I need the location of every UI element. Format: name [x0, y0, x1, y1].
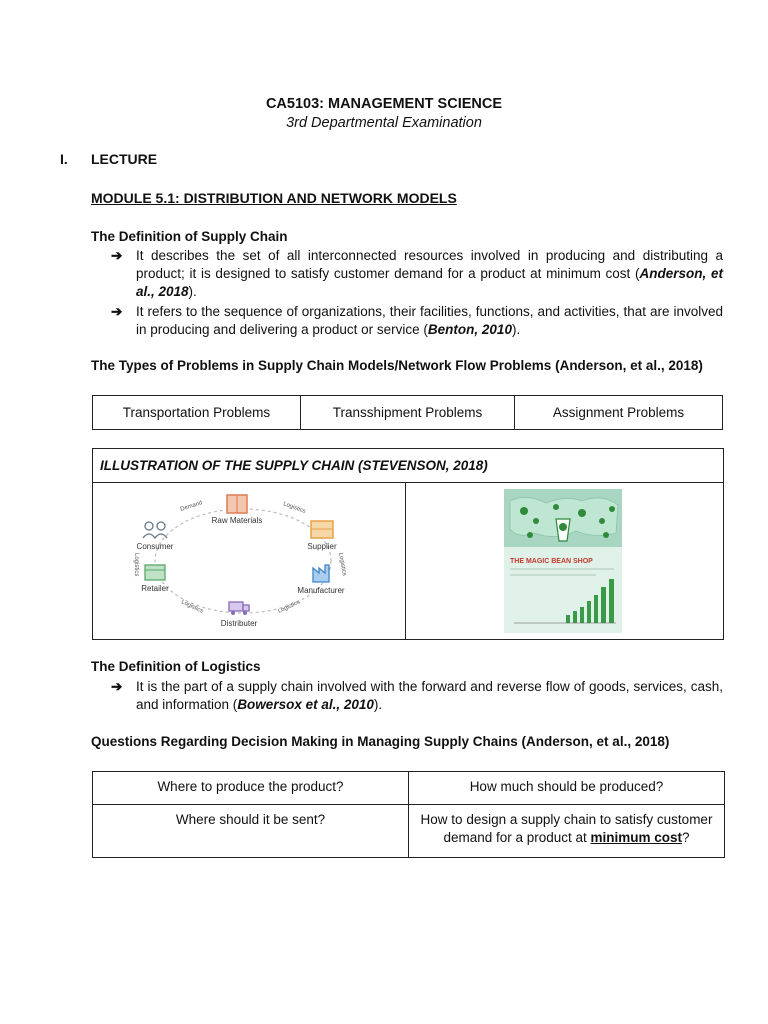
problem-type-cell: Transportation Problems: [93, 396, 301, 430]
problem-types-heading: The Types of Problems in Supply Chain Models/Network Flow Problems (Anderson, et al., 2018): [91, 358, 703, 373]
module-title: MODULE 5.1: DISTRIBUTION AND NETWORK MODELS: [91, 190, 457, 206]
node-label: Manufacturer: [297, 586, 345, 595]
edge-label: Demand: [179, 500, 204, 513]
section-number: I.: [60, 151, 68, 167]
supply-chain-cycle-diagram: [93, 483, 406, 639]
logistics-heading: The Definition of Logistics: [91, 659, 261, 674]
questions-heading: Questions Regarding Decision Making in Managing Supply Chains (Anderson, et al., 2018): [91, 734, 670, 749]
arrow-icon: ➔: [111, 679, 123, 694]
supply-chain-bullet-1: [111, 247, 723, 301]
store-icon: [145, 565, 165, 580]
question-cell: How much should be produced?: [409, 772, 725, 805]
infographic-svg: [406, 483, 723, 639]
arrow-icon: ➔: [111, 248, 123, 263]
cycle-svg: [93, 483, 405, 639]
supplier-icon: [311, 521, 333, 538]
problem-types-table: [92, 395, 723, 430]
question-end: ?: [682, 830, 690, 845]
illustration-heading: ILLUSTRATION OF THE SUPPLY CHAIN (STEVENSON, 2018): [93, 449, 723, 483]
citation: Bowersox et al., 2010: [237, 697, 374, 712]
node-label: Consumer: [136, 542, 174, 551]
edge-label: Logistics: [133, 553, 139, 577]
logistics-bullet: [111, 678, 723, 714]
bullet-end: ).: [188, 284, 197, 299]
bullet-text: It is the part of a supply chain involved with the forward and reverse flow of goods, services, cash, and information (: [136, 679, 723, 712]
edge-label: Logistics: [277, 599, 302, 615]
bullet-end: ).: [373, 697, 383, 712]
question-cell: Where should it be sent?: [93, 805, 409, 858]
factory-icon: [313, 565, 329, 582]
supply-chain-bullet-2: [111, 303, 723, 339]
document-title: CA5103: MANAGEMENT SCIENCE: [265, 96, 503, 112]
bullet-end: ).: [511, 322, 521, 337]
citation: Anderson, et al., 2018: [136, 266, 723, 299]
supply-chain-illustration: [92, 448, 724, 640]
consumer-icon: [143, 522, 167, 538]
magic-bean-shop-infographic: [406, 483, 723, 639]
questions-table: [92, 771, 725, 858]
question-cell: [409, 805, 725, 858]
arrow-icon: ➔: [111, 304, 123, 319]
section-title: LECTURE: [91, 151, 158, 167]
problem-type-cell: Transshipment Problems: [300, 396, 514, 430]
bullet-text: It refers to the sequence of organizations, their facilities, functions, and activities, that are involved in producing and delivering a product or service (: [136, 304, 723, 337]
document-subtitle: 3rd Departmental Examination: [286, 115, 482, 131]
edge-label: Logistics: [337, 552, 347, 577]
supply-chain-heading: The Definition of Supply Chain: [91, 229, 288, 244]
citation: Benton, 2010: [427, 322, 512, 337]
edge-label: Logistics: [180, 599, 204, 615]
node-label: Supplier: [307, 542, 337, 551]
question-text: How to design a supply chain to satisfy customer demand for a product at: [420, 812, 713, 845]
question-cell: Where to produce the product?: [93, 772, 409, 805]
node-label: Retailer: [141, 584, 169, 593]
question-emphasis: minimum cost: [590, 830, 683, 845]
edge-label: Logistics: [282, 501, 307, 515]
node-label: Distributer: [220, 619, 258, 628]
infographic-brand: THE MAGIC BEAN SHOP: [510, 558, 593, 565]
raw-materials-icon: [227, 495, 247, 513]
bullet-text: It describes the set of all interconnected resources involved in producing and distributing a product; it is designed to satisfy customer demand for a product at minimum cost (: [136, 248, 723, 281]
problem-type-cell: Assignment Problems: [515, 396, 723, 430]
node-label: Raw Materials: [211, 516, 263, 525]
